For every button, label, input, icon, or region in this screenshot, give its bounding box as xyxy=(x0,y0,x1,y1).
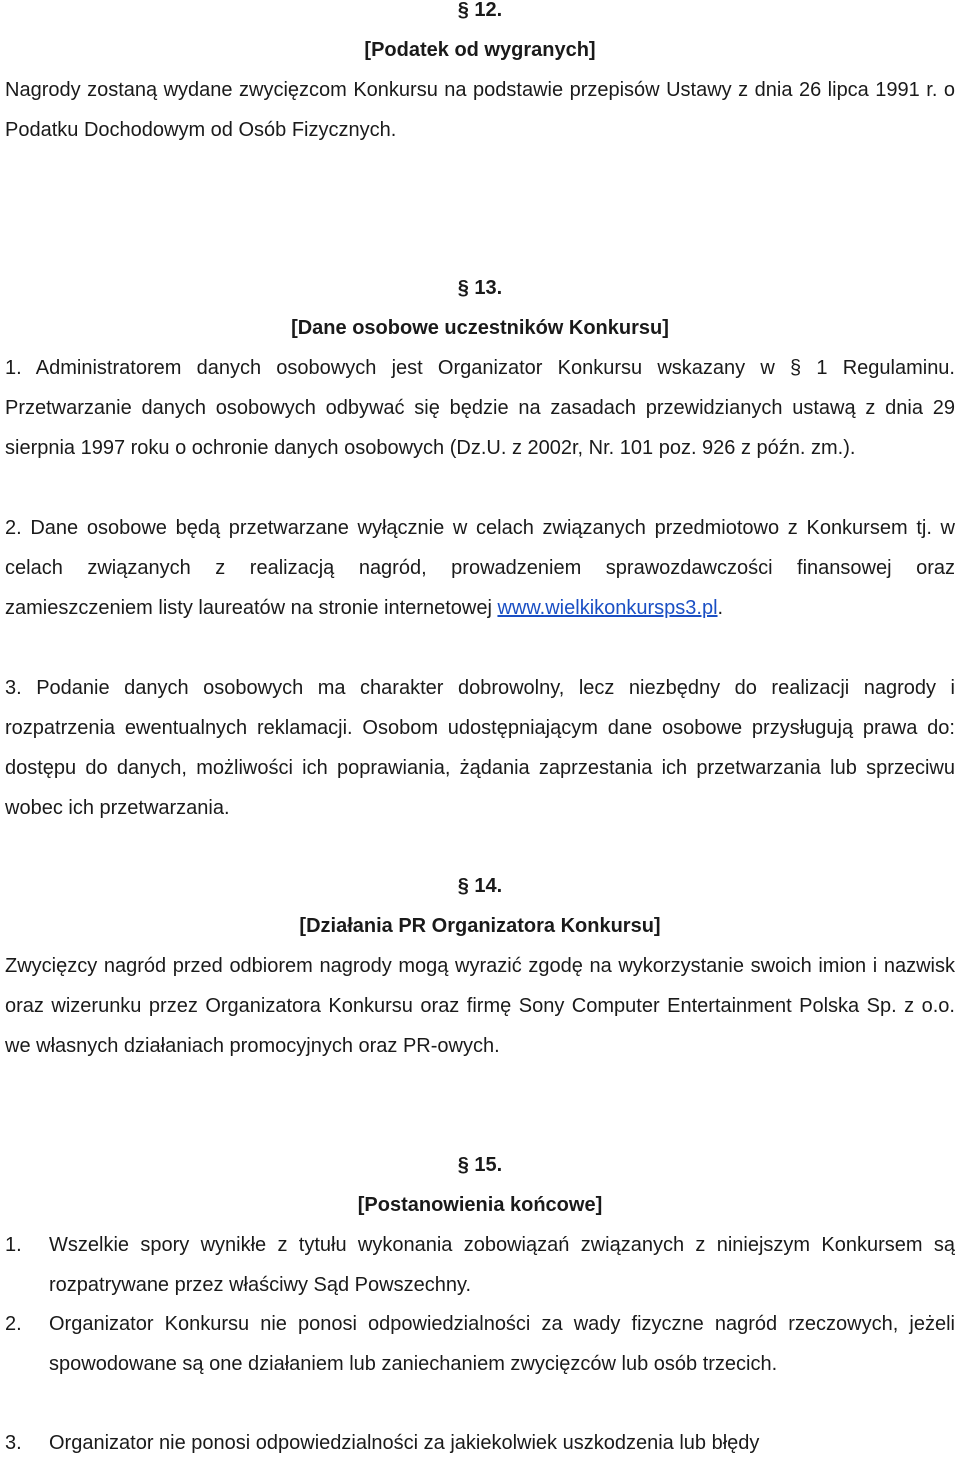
section-13-point-1: 1. Administratorem danych osobowych jest Organizator Konkursu wskazany w § 1 Regulaminu. Przetwarzanie danych osobowych odbywać się będzie na zasadach przewidzianych ustawą z dnia 29 sierpnia 1997 roku o ochronie danych osobowych (Dz.U. z 2002r, Nr. 101 poz. 926 z późn. zm.). xyxy=(5,357,955,459)
list-item-number: 2. xyxy=(5,1313,22,1335)
list-item xyxy=(5,1423,955,1463)
list-item-text: Organizator Konkursu nie ponosi odpowiedzialności za wady fizyczne nagród rzeczowych, jeżeli spowodowane są one działaniem lub zaniechaniem zwycięzców lub osób trzecich. xyxy=(49,1313,955,1375)
section-12-text: Nagrody zostaną wydane zwycięzcom Konkursu na podstawie przepisów Ustawy z dnia 26 lipca 1991 r. o Podatku Dochodowym od Osób Fizycznych. xyxy=(5,79,955,141)
section-12-title: [Podatek od wygranych] xyxy=(364,39,596,61)
section-13-point-2 xyxy=(5,508,955,628)
list-item xyxy=(5,1304,955,1384)
section-13-point-3: 3. Podanie danych osobowych ma charakter dobrowolny, lecz niezbędny do realizacji nagrody i rozpatrzenia ewentualnych reklamacji. Osobom udostępniającym dane osobowe przysługują prawa do: dostępu do danych, możliwości ich poprawiania, żądania zaprzestania ich przetwarzania lub sprzeciwu wobec ich przetwarzania. xyxy=(5,677,955,819)
list-item-text: Organizator nie ponosi odpowiedzialności za jakiekolwiek uszkodzenia lub błędy xyxy=(49,1432,760,1454)
section-13-point-2-text: 2. Dane osobowe będą przetwarzane wyłącznie w celach związanych przedmiotowo z Konkursem tj. w celach związanych z realizacją nagród, prowadzeniem sprawozdawczości finansowej oraz zamieszczeniem listy laureatów na stronie internetowej xyxy=(5,517,955,619)
list-item-number: 1. xyxy=(5,1234,22,1256)
website-link[interactable]: www.wielkikonkursps3.pl xyxy=(497,597,718,619)
section-13-point-2-end: . xyxy=(717,597,724,619)
section-14-heading: § 14. xyxy=(457,875,503,897)
section-14-title: [Działania PR Organizatora Konkursu] xyxy=(299,915,661,937)
section-13-title: [Dane osobowe uczestników Konkursu] xyxy=(291,317,669,339)
list-item-text: Wszelkie spory wynikłe z tytułu wykonania zobowiązań związanych z niniejszym Konkursem są rozpatrywane przez właściwy Sąd Powszechny. xyxy=(49,1234,955,1296)
section-12-heading: § 12. xyxy=(457,0,503,21)
section-15-title: [Postanowienia końcowe] xyxy=(357,1194,603,1216)
section-13-heading: § 13. xyxy=(457,277,503,299)
section-15-heading: § 15. xyxy=(457,1154,503,1176)
list-item-number: 3. xyxy=(5,1432,22,1454)
section-14-text: Zwycięzcy nagród przed odbiorem nagrody mogą wyrazić zgodę na wykorzystanie swoich imion i nazwisk oraz wizerunku przez Organizatora Konkursu oraz firmę Sony Computer Entertainment Polska Sp. z o.o. we własnych działaniach promocyjnych oraz PR-owych. xyxy=(5,955,955,1057)
list-item xyxy=(5,1225,955,1305)
